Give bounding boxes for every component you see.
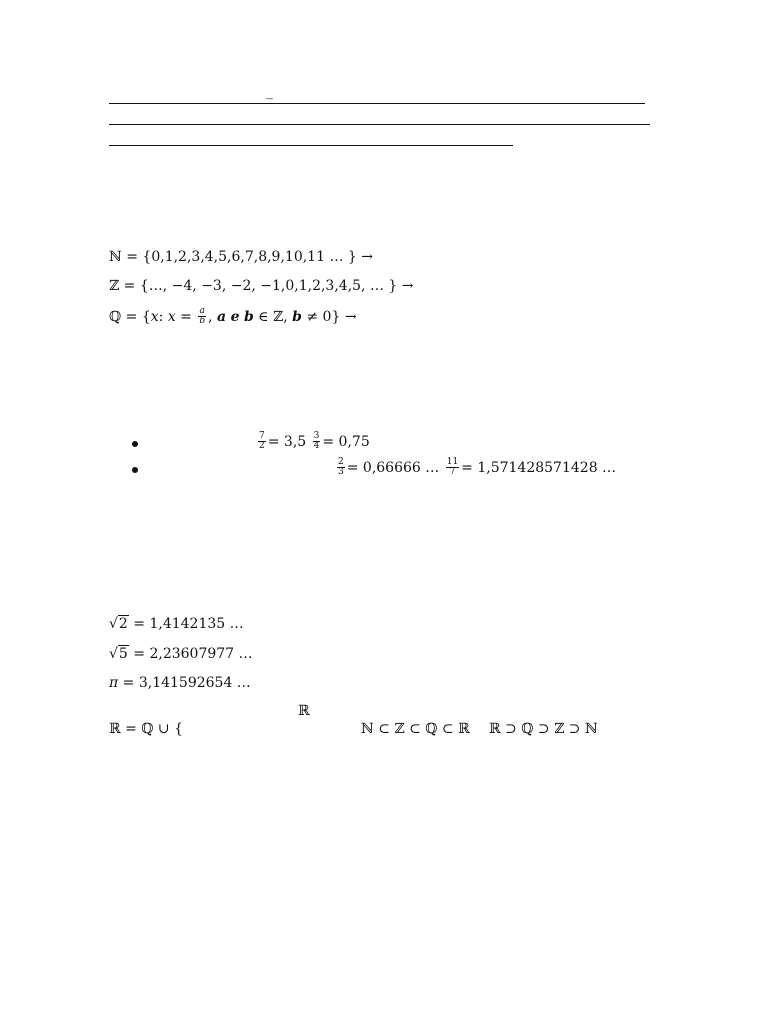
subset-chain: ℕ ⊂ ℤ ⊂ ℚ ⊂ ℝ [361, 721, 470, 737]
fraction-numerator: a [199, 306, 205, 316]
fraction-denominator: 2 [259, 441, 265, 452]
header-dash: _ [266, 84, 273, 100]
reals-union: ℝ = ℚ ∪ { [109, 721, 183, 737]
rationals-colon: : [158, 308, 168, 325]
rationals-a: a [217, 308, 227, 325]
rationals-e: e [230, 308, 240, 325]
sqrt5-radical: √ [109, 646, 118, 662]
fraction-numerator: 7 [259, 431, 265, 441]
rationals-prefix: ℚ = { [109, 308, 151, 325]
fraction-denominator: 3 [338, 467, 344, 478]
integers-set: ℤ = {…, −4, −3, −2, −1,0,1,2,3,4,5, … } → [109, 278, 414, 294]
sqrt2-radical: √ [109, 616, 118, 632]
fraction-denominator: 7 [449, 467, 456, 478]
reals-label: ℝ [298, 703, 310, 719]
rationals-tail: ≠ 0} → [301, 308, 357, 325]
rule-line-2 [109, 124, 650, 125]
rationals-b2: b [292, 308, 302, 325]
fraction-numerator: 11 [446, 457, 459, 467]
rationals-set [109, 307, 357, 327]
rationals-comma: , [208, 308, 218, 325]
fraction-7-2 [258, 432, 266, 452]
rationals-b: b [243, 308, 254, 325]
fraction-3-4 [313, 432, 321, 452]
pi-value: = 3,141592654 … [118, 675, 251, 691]
fraction-numerator: 2 [338, 457, 344, 467]
fraction-2-3 [337, 458, 345, 478]
bullet-1-text1: = 3,5 [267, 433, 307, 450]
bullet-marker-2 [132, 467, 138, 473]
sqrt2-line [109, 617, 244, 631]
sqrt5-line [109, 647, 253, 661]
pi-symbol: π [109, 675, 119, 691]
rationals-x1: x [150, 308, 159, 325]
bullet-item-2 [335, 458, 616, 478]
superset-chain: ℝ ⊃ ℚ ⊃ ℤ ⊃ ℕ [489, 721, 598, 737]
fraction-numerator: 3 [313, 431, 320, 441]
rule-line-1 [109, 103, 645, 104]
rationals-eq: = [175, 308, 197, 325]
naturals-set: ℕ = {0,1,2,3,4,5,6,7,8,9,10,11 … } → [109, 249, 373, 265]
bullet-marker-1 [132, 441, 138, 447]
fraction-11-7 [446, 458, 459, 478]
pi-line [109, 676, 251, 690]
rationals-fraction [198, 307, 206, 327]
bullet-2-text1: = 0,66666 … [346, 459, 440, 476]
sqrt5-radicand: 5 [118, 646, 128, 662]
rule-line-3 [109, 145, 513, 146]
fraction-denominator: 4 [313, 441, 320, 452]
sqrt2-value: = 1,4142135 … [128, 616, 244, 632]
bullet-2-text2: = 1,571428571428 … [461, 459, 617, 476]
rationals-x2: x [167, 308, 176, 325]
sqrt5-value: = 2,23607977 … [128, 646, 253, 662]
fraction-denominator: b [199, 316, 206, 327]
bullet-item-1 [256, 432, 370, 452]
bullet-1-text2: = 0,75 [322, 433, 370, 450]
sqrt2-radicand: 2 [118, 616, 128, 632]
rationals-in-z: ∈ ℤ, [253, 308, 293, 325]
